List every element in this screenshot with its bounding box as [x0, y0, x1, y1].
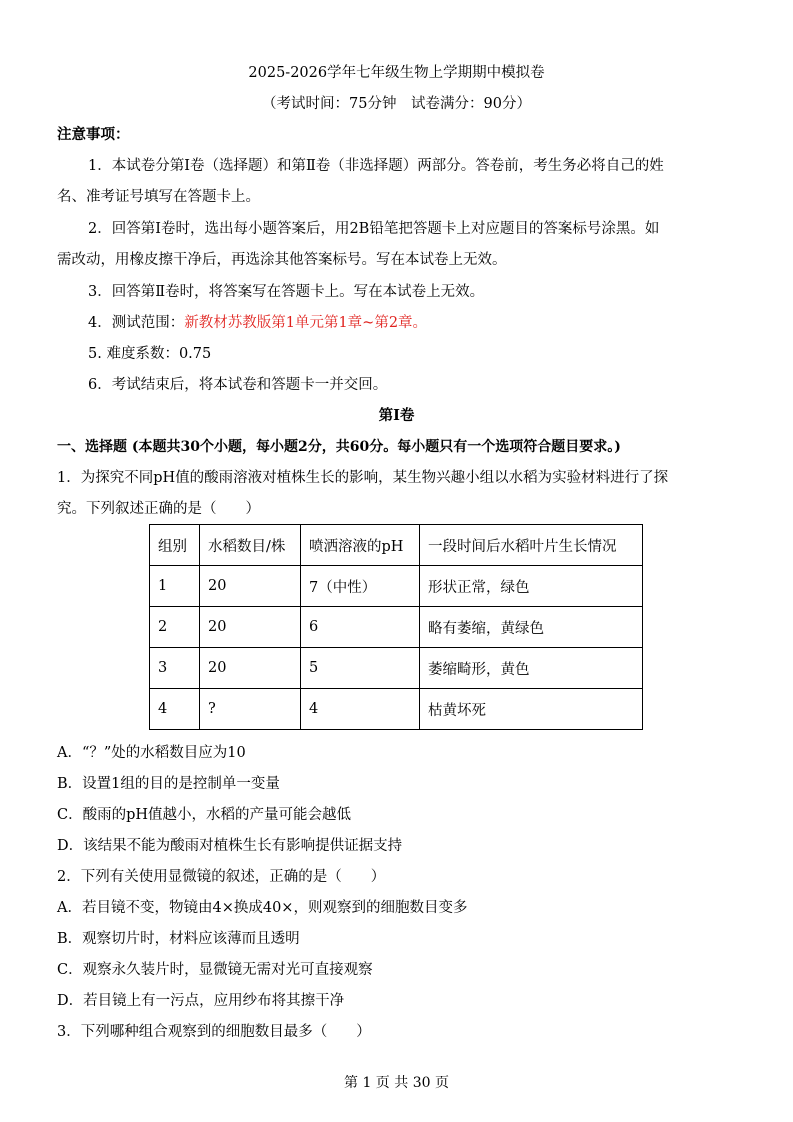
q2-option-d: D．若目镜上有一污点，应用纱布将其擦干净 — [57, 993, 345, 1009]
notice-item-2-line-1: 2．回答第Ⅰ卷时，选出每小题答案后，用2B铅笔把答题卡上对应题目的答案标号涂黑。如 — [88, 221, 660, 237]
q1-option-b: B．设置1组的目的是控制单一变量 — [57, 776, 280, 792]
notice-item-5: 5. 难度系数：0.75 — [88, 346, 212, 362]
notice-item-1-line-2: 名、准考证号填写在答题卡上。 — [57, 189, 260, 205]
q2-option-b: B．观察切片时，材料应该薄而且透明 — [57, 931, 300, 947]
table-header-row — [150, 525, 643, 566]
table-cell: 6 — [301, 607, 420, 648]
q1-option-a: A．“？”处的水稻数目应为10 — [57, 745, 246, 761]
q3-stem: 3．下列哪种组合观察到的细胞数目最多（ ） — [57, 1024, 371, 1040]
table-cell: 略有萎缩，黄绿色 — [420, 607, 643, 648]
table-header-cell: 一段时间后水稻叶片生长情况 — [420, 525, 643, 566]
table-cell: 1 — [150, 566, 200, 607]
table-cell: 形状正常，绿色 — [420, 566, 643, 607]
notice-item-3: 3．回答第Ⅱ卷时，将答案写在答题卡上。写在本试卷上无效。 — [88, 284, 485, 300]
exam-title: 2025-2026学年七年级生物上学期期中模拟卷 — [248, 65, 545, 81]
table-header-cell: 组别 — [150, 525, 200, 566]
table-cell: 枯黄坏死 — [420, 689, 643, 730]
table-cell: 20 — [200, 648, 301, 689]
table-row — [150, 689, 643, 730]
q1-stem-line-1: 1．为探究不同pH值的酸雨溶液对植株生长的影响，某生物兴趣小组以水稻为实验材料进行了探 — [57, 470, 669, 486]
table-cell: 2 — [150, 607, 200, 648]
table-row — [150, 607, 643, 648]
q2-option-c: C．观察永久装片时，显微镜无需对光可直接观察 — [57, 962, 373, 978]
experiment-table — [149, 524, 643, 730]
table-row — [150, 648, 643, 689]
table-cell: 4 — [301, 689, 420, 730]
q1-option-d: D．该结果不能为酸雨对植株生长有影响提供证据支持 — [57, 838, 403, 854]
notice-item-4 — [88, 313, 427, 333]
table-cell: ? — [200, 689, 301, 730]
table-row — [150, 566, 643, 607]
table-header-cell: 喷洒溶液的pH — [301, 525, 420, 566]
page-number: 第 1 页 共 30 页 — [344, 1075, 449, 1091]
notice-item-1-line-1: 1．本试卷分第Ⅰ卷（选择题）和第Ⅱ卷（非选择题）两部分。答卷前，考生务必将自己的姓 — [88, 158, 664, 174]
q2-stem: 2．下列有关使用显微镜的叙述，正确的是（ ） — [57, 869, 386, 885]
notice-item-4-prefix: 4．测试范围： — [88, 315, 185, 331]
table-cell: 萎缩畸形，黄色 — [420, 648, 643, 689]
exam-subtitle: （考试时间：75分钟 试卷满分：90分） — [262, 96, 531, 112]
q1-stem-line-2: 究。下列叙述正确的是（ ） — [57, 501, 260, 517]
table-cell: 7（中性） — [301, 566, 420, 607]
q1-option-c: C．酸雨的pH值越小，水稻的产量可能会越低 — [57, 807, 352, 823]
table-cell: 20 — [200, 607, 301, 648]
table-cell: 20 — [200, 566, 301, 607]
table-header-cell: 水稻数目/株 — [200, 525, 301, 566]
notice-item-6: 6．考试结束后，将本试卷和答题卡一并交回。 — [88, 377, 388, 393]
notice-item-2-line-2: 需改动，用橡皮擦干净后，再选涂其他答案标号。写在本试卷上无效。 — [57, 252, 507, 268]
notice-heading: 注意事项： — [57, 126, 130, 143]
table-cell: 4 — [150, 689, 200, 730]
table-cell: 5 — [301, 648, 420, 689]
test-scope: 新教材苏教版第1单元第1章~第2章。 — [184, 315, 428, 331]
section-heading: 一、选择题 (本题共30个小题，每小题2分，共60分。每小题只有一个选项符合题目要求。) — [57, 439, 621, 455]
part-1-title: 第Ⅰ卷 — [378, 407, 415, 424]
table-cell: 3 — [150, 648, 200, 689]
q2-option-a: A．若目镜不变，物镜由4×换成40×，则观察到的细胞数目变多 — [57, 900, 468, 916]
